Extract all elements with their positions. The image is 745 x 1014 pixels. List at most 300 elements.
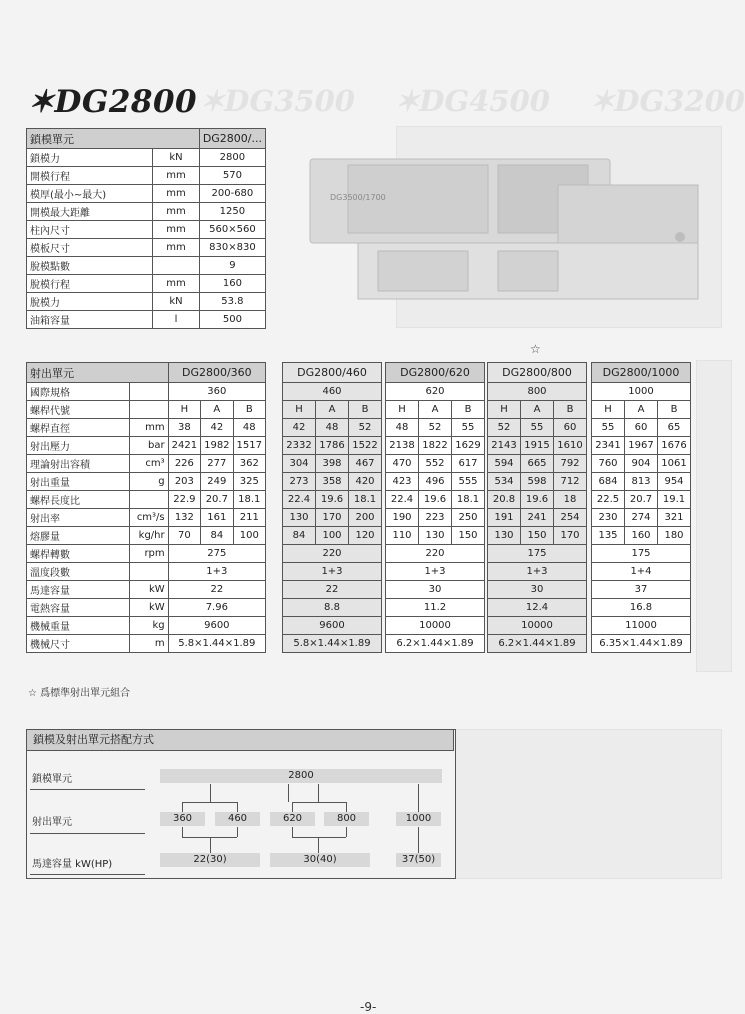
injection-value: 1+3 [168,563,265,581]
injection-row [592,635,691,653]
combo-bracket [346,802,347,812]
injection-value: 11000 [592,617,691,635]
screw-code: H [488,401,521,419]
injection-row [592,401,691,419]
clamping-row-value: 560×560 [199,221,265,239]
injection-value: 10000 [488,617,587,635]
injection-value: 1967 [625,437,658,455]
injection-row [386,527,485,545]
combo-bracket [182,827,183,837]
machine-label: DG3500/1700 [330,193,386,202]
injection-row-unit [130,401,168,419]
injection-row-label: 溫度段數 [27,563,130,581]
injection-row [592,563,691,581]
combo-motor-30: 30(40) [270,853,370,867]
injection-value: 250 [452,509,485,527]
injection-row [27,473,266,491]
injection-value: 22 [168,581,265,599]
injection-value: 792 [554,455,587,473]
clamping-row-unit: mm [153,167,200,185]
clamping-row-value: 570 [199,167,265,185]
injection-row-label: 螺桿轉數 [27,545,130,563]
injection-value: 19.1 [658,491,691,509]
combo-bracket [210,837,211,853]
screw-code: B [452,401,485,419]
injection-row [27,617,266,635]
injection-row [283,635,382,653]
injection-row [386,455,485,473]
injection-value: 398 [316,455,349,473]
injection-value: 60 [625,419,658,437]
injection-row-unit: rpm [130,545,168,563]
ghost-title-dg3500: ✶DG3500 [200,84,355,118]
injection-value: 220 [283,545,382,563]
injection-value: 100 [316,527,349,545]
combo-bracket [418,784,419,802]
injection-value: 150 [521,527,554,545]
injection-value: 52 [488,419,521,437]
clamping-row-unit: l [153,311,200,329]
injection-row [27,599,266,617]
injection-value: 190 [386,509,419,527]
injection-row [283,473,382,491]
injection-value: 1+3 [283,563,382,581]
clamping-row-unit: mm [153,239,200,257]
combo-clamp-label: 鎖模單元 [32,774,72,785]
injection-row [283,545,382,563]
injection-model-header: DG2800/1000 [592,363,691,383]
injection-row-label: 熔膠量 [27,527,130,545]
injection-value: 175 [592,545,691,563]
injection-value: 22.5 [592,491,625,509]
injection-value: 19.6 [419,491,452,509]
injection-row-unit: kg [130,617,168,635]
injection-value: 175 [488,545,587,563]
injection-row [283,437,382,455]
injection-row [386,509,485,527]
injection-value: 620 [386,383,485,401]
injection-row [27,455,266,473]
injection-value: 19.6 [316,491,349,509]
combo-bracket [210,784,211,802]
injection-table-460 [282,362,382,653]
injection-row [283,419,382,437]
injection-value: 684 [592,473,625,491]
injection-row [386,437,485,455]
combo-divider-1 [30,789,145,790]
combo-inject-620: 620 [270,812,315,826]
injection-row-unit: kW [130,581,168,599]
injection-value: 130 [283,509,316,527]
injection-value: 7.96 [168,599,265,617]
combo-bracket [418,827,419,853]
injection-value: 6.2×1.44×1.89 [488,635,587,653]
injection-value: 170 [554,527,587,545]
injection-value: 20.8 [488,491,521,509]
clamping-row [27,185,266,203]
injection-value: 37 [592,581,691,599]
clamping-row-value: 2800 [199,149,265,167]
clamping-row [27,293,266,311]
clamping-row-unit: kN [153,293,200,311]
injection-value: 8.8 [283,599,382,617]
injection-value: 904 [625,455,658,473]
clamping-row [27,167,266,185]
combo-motor-22: 22(30) [160,853,260,867]
combo-inject-1000: 1000 [396,812,441,826]
injection-value: 70 [168,527,200,545]
injection-value: 2332 [283,437,316,455]
injection-value: 665 [521,455,554,473]
clamping-row-unit: mm [153,185,200,203]
combo-bracket [418,802,419,812]
injection-row [488,419,587,437]
injection-value: 594 [488,455,521,473]
clamping-row-value: 500 [199,311,265,329]
injection-value: 223 [419,509,452,527]
injection-value: 180 [658,527,691,545]
injection-table-1000 [591,362,691,653]
clamping-row [27,203,266,221]
injection-value: 555 [452,473,485,491]
injection-row [592,527,691,545]
injection-row [592,419,691,437]
clamping-header-label: 鎖模單元 [27,129,200,149]
injection-value: 65 [658,419,691,437]
clamping-spec-table [26,128,266,329]
injection-value: 22.4 [283,491,316,509]
injection-value: 5.8×1.44×1.89 [283,635,382,653]
combo-inject-460: 460 [215,812,260,826]
injection-value: 6.2×1.44×1.89 [386,635,485,653]
injection-row-unit [130,563,168,581]
injection-value: 534 [488,473,521,491]
injection-row-unit: m [130,635,168,653]
injection-value: 9600 [168,617,265,635]
combo-bracket [237,827,238,837]
injection-row [488,383,587,401]
injection-value: 360 [168,383,265,401]
injection-row [592,599,691,617]
clamping-row-unit: kN [153,149,200,167]
injection-value: 5.8×1.44×1.89 [168,635,265,653]
injection-value: 38 [168,419,200,437]
injection-row [592,437,691,455]
injection-row [592,473,691,491]
injection-row [386,401,485,419]
clamping-row-unit: mm [153,275,200,293]
injection-value: 135 [592,527,625,545]
injection-value: 800 [488,383,587,401]
injection-value: 55 [521,419,554,437]
injection-value: 161 [201,509,233,527]
combo-bracket [346,827,347,837]
injection-row [488,563,587,581]
injection-row [283,455,382,473]
injection-value: 10000 [386,617,485,635]
injection-value: 100 [233,527,265,545]
injection-value: 150 [452,527,485,545]
injection-value: 20.7 [625,491,658,509]
injection-value: 110 [386,527,419,545]
injection-row [488,635,587,653]
clamping-row-label: 模板尺寸 [27,239,153,257]
injection-row-unit: g [130,473,168,491]
combo-bracket [182,802,183,812]
injection-value: 1+3 [488,563,587,581]
injection-row [27,383,266,401]
ghost-title-dg3200: ✶DG3200 [590,84,745,118]
injection-value: 321 [658,509,691,527]
injection-value: 132 [168,509,200,527]
combo-bracket [292,802,346,803]
injection-value: 325 [233,473,265,491]
background-faded-combo [455,729,722,879]
injection-row [386,419,485,437]
injection-model-header: DG2800/360 [168,363,265,383]
injection-row [27,527,266,545]
injection-value: 1676 [658,437,691,455]
injection-model-header: DG2800/460 [283,363,382,383]
injection-value: 52 [419,419,452,437]
injection-row [283,617,382,635]
injection-row-label: 機械重量 [27,617,130,635]
injection-row [283,563,382,581]
injection-value: 160 [625,527,658,545]
injection-row [488,437,587,455]
injection-row [386,491,485,509]
injection-row [27,635,266,653]
injection-row-unit: mm [130,419,168,437]
clamping-row [27,221,266,239]
injection-value: 226 [168,455,200,473]
clamping-row [27,311,266,329]
screw-code: A [419,401,452,419]
combo-bracket [292,827,293,837]
injection-value: 130 [488,527,521,545]
injection-value: 20.7 [201,491,233,509]
injection-row [283,599,382,617]
injection-row [592,455,691,473]
standard-star-marker: ☆ [530,342,541,356]
injection-value: 2138 [386,437,419,455]
injection-value: 249 [201,473,233,491]
injection-value: 60 [554,419,587,437]
clamping-row-label: 脫模行程 [27,275,153,293]
injection-row-unit: cm³ [130,455,168,473]
injection-row [27,563,266,581]
injection-value: 6.35×1.44×1.89 [592,635,691,653]
injection-value: 277 [201,455,233,473]
injection-row [592,617,691,635]
injection-header-label: 射出單元 [27,363,169,383]
injection-value: 22.4 [386,491,419,509]
injection-value: 55 [592,419,625,437]
screw-code: H [168,401,200,419]
injection-value: 18 [554,491,587,509]
injection-value: 30 [386,581,485,599]
injection-value: 2421 [168,437,200,455]
injection-row [488,617,587,635]
injection-row [283,509,382,527]
screw-code: A [316,401,349,419]
clamping-row-label: 脫模點數 [27,257,153,275]
combo-divider-2 [30,833,145,834]
injection-row-unit [130,491,168,509]
injection-row [27,509,266,527]
clamping-row-label: 開模最大距離 [27,203,153,221]
combo-bracket [292,802,293,812]
injection-row-label: 螺桿長度比 [27,491,130,509]
injection-value: 191 [488,509,521,527]
injection-value: 598 [521,473,554,491]
injection-row [386,635,485,653]
injection-row [488,509,587,527]
injection-value: 760 [592,455,625,473]
injection-value: 362 [233,455,265,473]
model-title: ✶DG2800 [28,84,198,120]
injection-value: 18.1 [452,491,485,509]
clamping-row-value: 53.8 [199,293,265,311]
injection-value: 954 [658,473,691,491]
injection-value: 30 [488,581,587,599]
footnote: ☆ 爲標準射出單元組合 [28,688,131,699]
injection-row [27,419,266,437]
injection-value: 274 [625,509,658,527]
clamping-row-unit: mm [153,203,200,221]
injection-row [592,509,691,527]
combo-inject-label: 射出單元 [32,817,72,828]
clamping-row-label: 脫模力 [27,293,153,311]
combo-bracket [288,784,289,802]
injection-row [386,617,485,635]
injection-value: 467 [349,455,382,473]
injection-value: 48 [316,419,349,437]
injection-value: 1+4 [592,563,691,581]
injection-row-label: 螺桿直徑 [27,419,130,437]
combo-bracket [318,837,319,853]
combo-motor-label: 馬達容量 kW(HP) [32,859,113,870]
injection-value: 11.2 [386,599,485,617]
injection-value: 18.1 [233,491,265,509]
injection-value: 1+3 [386,563,485,581]
injection-row [27,545,266,563]
clamping-row-unit [153,257,200,275]
combo-bracket [182,802,237,803]
injection-row [488,545,587,563]
injection-value: 16.8 [592,599,691,617]
clamping-row-label: 鎖模力 [27,149,153,167]
clamping-row-unit: mm [153,221,200,239]
injection-value: 84 [201,527,233,545]
injection-value: 1982 [201,437,233,455]
clamping-row [27,257,266,275]
injection-row-unit: cm³/s [130,509,168,527]
injection-row-label: 射出率 [27,509,130,527]
injection-value: 42 [201,419,233,437]
injection-row [386,581,485,599]
clamping-header-model: DG2800/... [199,129,265,149]
screw-code: A [521,401,554,419]
injection-value: 712 [554,473,587,491]
screw-code: B [658,401,691,419]
injection-row-label: 國際規格 [27,383,130,401]
injection-row [386,563,485,581]
clamping-row-value: 830×830 [199,239,265,257]
injection-row-label: 機械尺寸 [27,635,130,653]
injection-row [386,599,485,617]
page-number: -9- [360,1000,377,1014]
injection-row-unit: kg/hr [130,527,168,545]
clamping-row-value: 1250 [199,203,265,221]
screw-code: A [201,401,233,419]
injection-row [592,581,691,599]
injection-value: 304 [283,455,316,473]
injection-row [488,527,587,545]
injection-value: 203 [168,473,200,491]
injection-row [283,527,382,545]
injection-row-label: 理論射出容積 [27,455,130,473]
injection-row-unit: kW [130,599,168,617]
injection-row-label: 射出壓力 [27,437,130,455]
injection-row [488,599,587,617]
injection-value: 9600 [283,617,382,635]
injection-row [592,545,691,563]
injection-value: 211 [233,509,265,527]
injection-row [488,455,587,473]
injection-value: 220 [386,545,485,563]
injection-value: 460 [283,383,382,401]
clamping-row [27,149,266,167]
injection-value: 52 [349,419,382,437]
injection-value: 358 [316,473,349,491]
machine-image [308,155,700,305]
injection-row [283,491,382,509]
injection-value: 275 [168,545,265,563]
injection-row [488,401,587,419]
injection-value: 423 [386,473,419,491]
injection-value: 1822 [419,437,452,455]
injection-value: 617 [452,455,485,473]
injection-value: 1061 [658,455,691,473]
injection-value: 18.1 [349,491,382,509]
screw-code: B [554,401,587,419]
injection-table-360 [26,362,266,653]
combo-divider-3 [30,874,145,875]
injection-row-label: 馬達容量 [27,581,130,599]
injection-value: 130 [419,527,452,545]
injection-model-header: DG2800/800 [488,363,587,383]
injection-value: 55 [452,419,485,437]
injection-value: 1517 [233,437,265,455]
combo-bracket [318,784,319,802]
injection-value: 813 [625,473,658,491]
combo-clamp-value: 2800 [160,769,442,783]
injection-value: 170 [316,509,349,527]
combo-bracket [292,837,346,838]
injection-value: 120 [349,527,382,545]
injection-value: 48 [386,419,419,437]
injection-row [283,401,382,419]
injection-row [592,491,691,509]
screw-code: A [625,401,658,419]
injection-value: 19.6 [521,491,554,509]
injection-row [27,437,266,455]
injection-row [386,383,485,401]
injection-value: 2143 [488,437,521,455]
injection-value: 1915 [521,437,554,455]
injection-value: 84 [283,527,316,545]
